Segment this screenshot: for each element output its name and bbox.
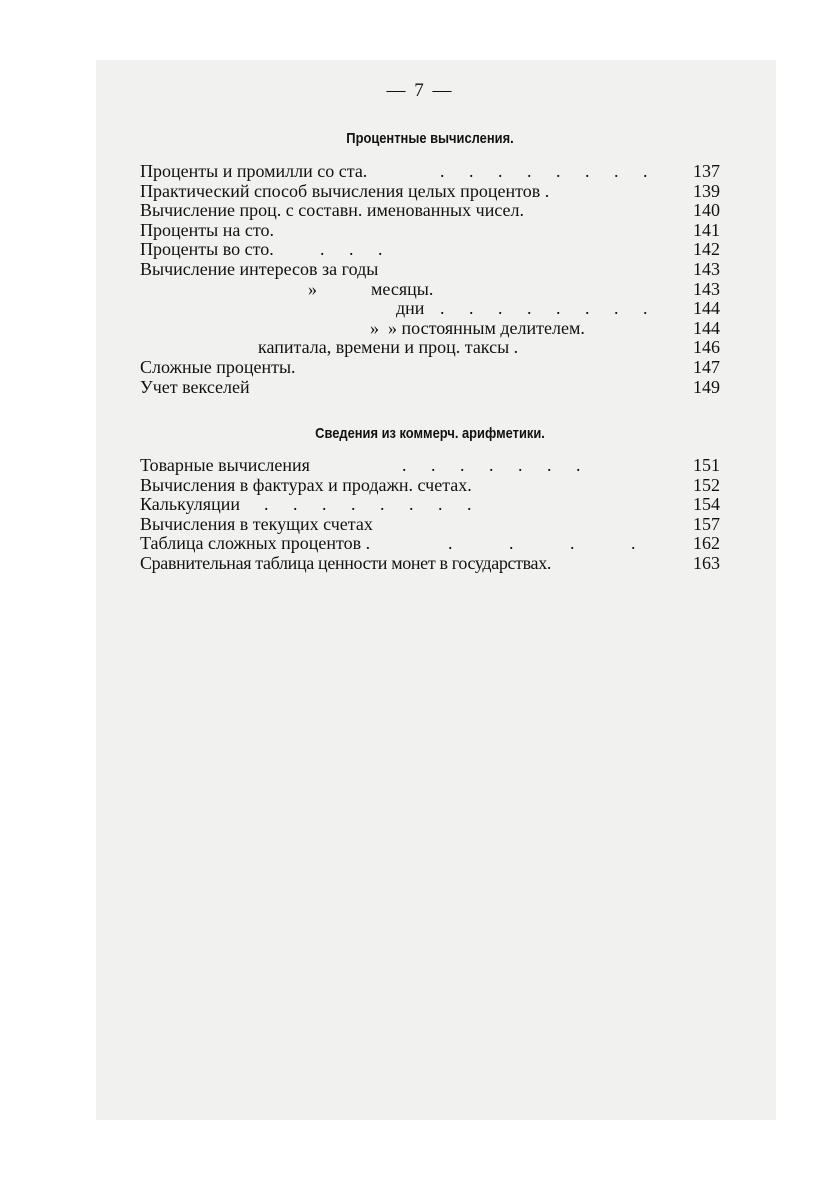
toc-entry[interactable] [140, 476, 720, 496]
toc-entry[interactable] [140, 319, 720, 339]
toc-entry[interactable] [140, 554, 720, 574]
toc-entry-page: 151 [693, 455, 720, 475]
toc-entry-page: 144 [693, 317, 720, 338]
toc-entry-text: Проценты во сто. [140, 239, 274, 260]
toc-entry-leader: . . . [320, 239, 393, 260]
toc-entry-text: » » постоянным делителем. [370, 317, 585, 338]
toc-entry-text: Сложные проценты. [140, 356, 296, 377]
toc-entry-text: Практический способ вычисления целых процентов . [140, 180, 550, 201]
toc-entry-page: 157 [693, 513, 720, 534]
toc-entry-text: Учет векселей [140, 376, 250, 397]
toc-entry[interactable] [140, 260, 720, 280]
toc-entry-text: Сравнительная таблица ценности монет в государствах. [140, 552, 551, 573]
toc-entry-text: Проценты и промилли со ста. [140, 161, 368, 181]
page-number: — 7 — [386, 80, 454, 101]
toc-entry-leader: . . . . . . . . [440, 298, 658, 319]
section-title-commercial-arithmetic: Сведения из коммерч. арифметики. [315, 425, 545, 442]
toc-entry-text: дни [396, 298, 425, 319]
toc-section-commercial-arithmetic [140, 456, 720, 574]
toc-entry-leader: . . . . . . . [402, 455, 591, 475]
toc-entry-text: Товарные вычисления [140, 455, 310, 475]
toc-entry-text: Проценты на сто. [140, 219, 274, 240]
toc-entry-leader: . . . . . . . . [264, 494, 482, 515]
toc-entry-page: 140 [693, 200, 720, 221]
toc-entry-page: 143 [693, 258, 720, 279]
toc-entry[interactable] [140, 495, 720, 515]
toc-entry-page: 152 [693, 474, 720, 495]
toc-entry[interactable] [140, 162, 720, 182]
toc-entry[interactable] [140, 201, 720, 221]
toc-entry[interactable] [140, 299, 720, 319]
toc-entry-text: Калькуляции [140, 494, 240, 515]
toc-entry-text: Таблица сложных процентов . [140, 533, 371, 554]
toc-entry[interactable] [140, 280, 720, 300]
toc-entry[interactable] [140, 338, 720, 358]
toc-entry[interactable] [140, 515, 720, 535]
toc-entry-page: 142 [693, 239, 720, 260]
toc-entry[interactable] [140, 534, 720, 554]
toc-entry-page: 141 [693, 219, 720, 240]
toc-entry-leader: . . . . . . . . [440, 161, 658, 181]
toc-entry-page: 163 [693, 552, 720, 573]
toc-section-percent-calculations [140, 162, 720, 397]
toc-entry[interactable] [140, 221, 720, 241]
toc-entry[interactable] [140, 182, 720, 202]
toc-entry-text: Вычисления в текущих счетах [140, 513, 373, 534]
toc-entry-leader: . . . . [448, 533, 662, 554]
toc-entry-text: капитала, времени и проц. таксы . [258, 337, 519, 358]
toc-entry-text: » месяцы. [308, 278, 434, 299]
toc-entry-page: 149 [693, 376, 720, 397]
toc-entry-page: 143 [693, 278, 720, 299]
toc-entry-page: 162 [693, 533, 720, 554]
toc-entry-text: Вычисление интересов за годы [140, 258, 379, 279]
toc-entry-page: 139 [693, 180, 720, 201]
toc-entry-text: Вычисления в фактурах и продажн. счетах. [140, 474, 472, 495]
toc-entry-page: 144 [693, 298, 720, 319]
toc-entry-text: Вычисление проц. с составн. именованных чисел. [140, 200, 525, 221]
toc-entry-page: 154 [693, 494, 720, 515]
toc-entry[interactable] [140, 456, 720, 476]
toc-entry[interactable] [140, 240, 720, 260]
toc-entry[interactable] [140, 358, 720, 378]
toc-entry-page: 146 [693, 337, 720, 358]
toc-entry-page: 147 [693, 356, 720, 377]
toc-entry[interactable] [140, 378, 720, 398]
section-title-percent-calculations: Процентные вычисления. [346, 130, 514, 147]
toc-entry-page: 137 [693, 161, 720, 181]
